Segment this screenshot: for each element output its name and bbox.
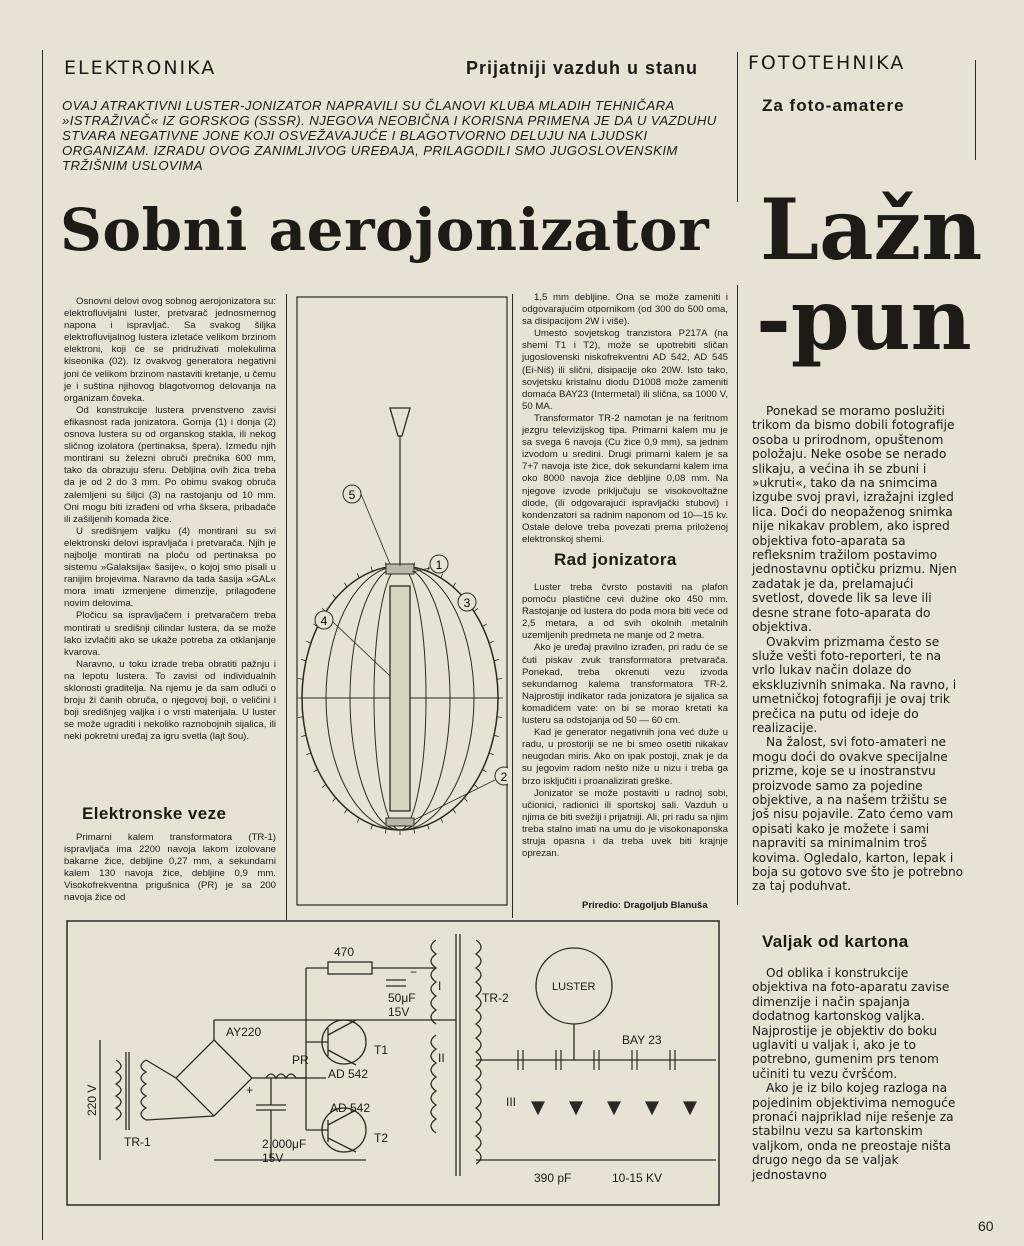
label-4 bbox=[315, 611, 333, 629]
diode-icon bbox=[684, 1102, 696, 1114]
label-luster: LUSTER bbox=[552, 981, 596, 993]
paragraph: Naravno, u toku izrade treba obratiti pažnju i na lepotu lustera. To zavisi od individualnih sklonosti graditelja. Na njemu je da sam odluči o broju ži čanih obruča, o njegovoj boji, o veličini i boji središnjeg valjka i o vrsti materijala. U luster se može ugraditi i nekoliko raznobojnih sijalica, ili neki pokretni uređaj za igru svetla (lajt šou). bbox=[64, 658, 276, 743]
spike bbox=[489, 641, 494, 643]
col2-divider bbox=[512, 294, 513, 918]
paragraph: Jonizator se može postaviti u radnoj sobi, učionici, radionici ili sportskoj sali. Vazduh u njima će biti svežiji i prijatniji. Ali, pri radu sa njim treba stalno imati na umu do je visokonaponska struja opasna i da treba uvek biti krajnje oprezan. bbox=[522, 787, 728, 860]
article-intro: OVAJ ATRAKTIVNI LUSTER-JONIZATOR NAPRAVILI SU ČLANOVI KLUBA MLADIH TEHNIČARA »ISTRAŽIVAČ« IZ GORSKOG (SSSR). NJEGOVA NEOBIČNA I KORISNA PRIMENA JE DA U VAZDUHU STVARA NEGATIVNE JONE KOJI OSVEŽAVAJUĆE I BLAGOTVORNO DELUJU NA LJUDSKI ORGANIZAM. IZRADU OVOG ZANIMLJIVOG UREĐAJA, PRILAGODILI SMO JUGOSLOVENSKIM TRŽIŠNIM USLOVIMA bbox=[62, 98, 717, 173]
spike bbox=[441, 818, 443, 823]
paragraph: Umesto sovjetskog tranzistora P217A (na shemi T1 i T2), može se upotrebiti sličan jugoslovenski niskofrekventni AD 542, AD 545 (Ei-Niš) ili slični, disipacije oko 20W. Isto tako, sovjetsku kristalnu diodu D1008 može zameniti domaća BAY23 (Intermetal) ili slična, sa 1000 V, 50 MA. bbox=[522, 328, 728, 412]
label-pr: PR bbox=[292, 1053, 309, 1067]
spike bbox=[494, 735, 499, 736]
paragraph: Pločicu sa ispravljačem i pretvaračem treba montirati u središnji cilindar lustera, da se može lako izvlačiti ako se ukaže potreba za otklanjanje kvarova. bbox=[64, 610, 276, 658]
col3-text bbox=[522, 292, 728, 546]
circuit-schematic bbox=[66, 920, 720, 1206]
label-winding-3: III bbox=[506, 1095, 517, 1109]
label-t1: T1 bbox=[374, 1043, 389, 1057]
paragraph: Ako je uređaj pravilno izrađen, pri radu će se čuti piskav zvuk transformatora pretvarača. Ponekad, treba okrenuti vezu izvoda sekundarnog kalema transformatora TR-2. Najprostiji indikator rada jonizatora je sijalica sa komadićem vate: on bi se morao kretati ka lusteru sa odstojanja od 50 — 60 cm. bbox=[522, 642, 728, 727]
spike bbox=[344, 809, 347, 813]
central-cylinder bbox=[390, 586, 410, 811]
spike bbox=[494, 659, 499, 660]
spike bbox=[371, 567, 372, 572]
spike bbox=[322, 784, 326, 787]
label-ay220: AY220 bbox=[226, 1025, 262, 1039]
right-border bbox=[975, 60, 976, 160]
paragraph: Luster treba čvrsto postaviti na plafon pomoću plastične cevi dužine oko 450 mm. Rastojanje od lustera do poda mora biti veće od 2,5 metara, a od svih okolnih metalnih uzemljenih predmeta ne manje od 2 metra. bbox=[522, 582, 728, 642]
spike bbox=[385, 829, 386, 834]
spike bbox=[414, 562, 415, 567]
author-signature: Priredio: Dragoljub Blanuša bbox=[582, 900, 708, 911]
article-title: Sobni aerojonizator bbox=[60, 196, 710, 264]
spike bbox=[441, 573, 443, 578]
spike bbox=[301, 659, 306, 660]
spike bbox=[298, 679, 303, 680]
label-15v: 15V bbox=[388, 1005, 410, 1019]
right-article-title-2: -pun bbox=[756, 270, 972, 369]
label-plus: + bbox=[246, 1083, 254, 1097]
spike bbox=[344, 583, 347, 587]
spike bbox=[371, 825, 372, 830]
label-tr2: TR-2 bbox=[482, 991, 509, 1005]
spike bbox=[428, 825, 429, 830]
section-title-mid: Prijatniji vazduh u stanu bbox=[466, 58, 699, 78]
spike bbox=[497, 679, 502, 680]
spike bbox=[357, 573, 359, 578]
subheading-elektronske-veze: Elektronske veze bbox=[82, 804, 227, 823]
label-390pf: 390 pF bbox=[534, 1171, 572, 1185]
spike bbox=[306, 753, 311, 755]
label-kv: 10-15 KV bbox=[612, 1171, 663, 1185]
diode-icon bbox=[646, 1102, 658, 1114]
paragraph: Ponekad se moramo poslužiti trikom da bismo dobili fotografije osoba u prirodnom, opuštenom položaju. Neke osobe se nerado slikaju, a većina ih se zbuni i »ukruti«, tako da na snimcima izgube svoj pravi, izražajni izgled lica. Doći do neopaženog snimka nije nikakav problem, ako ispred objektiva foto-aparata sa refleksnim tražilom postavimo jednostavnu optičku prizmu. Njen zadatak je da, prelamajući svetlost, dovede lik sa leve ili desne strane foto-aparata do objektiva. bbox=[752, 404, 957, 635]
right-article-title-1: Lažn bbox=[760, 180, 983, 279]
spike bbox=[385, 562, 386, 567]
label-5 bbox=[343, 485, 361, 503]
spike bbox=[301, 735, 306, 736]
col3b-text bbox=[522, 582, 728, 860]
spike bbox=[306, 641, 311, 643]
label-470: 470 bbox=[334, 945, 355, 959]
spike bbox=[357, 818, 359, 823]
paragraph: Primarni kalem transformatora (TR-1) ispravljača ima 2200 navoja lakom izolovane bakarne žice, debljine 0,27 mm, a sekundarni kalem 130 navoja žice, debljine 0,9 mm. Visokofrekventna prigušnica (PR) je sa 200 navoja žice od bbox=[64, 832, 276, 904]
label-2 bbox=[495, 767, 508, 785]
left-border bbox=[42, 50, 43, 1240]
spike bbox=[313, 769, 317, 772]
label-bay23: BAY 23 bbox=[622, 1033, 662, 1047]
svg-text:5: 5 bbox=[348, 488, 356, 502]
spike bbox=[489, 753, 494, 755]
label-2000uf: 2.000μF bbox=[262, 1137, 307, 1151]
label-t2: T2 bbox=[374, 1131, 389, 1145]
spike bbox=[453, 809, 456, 813]
spike bbox=[298, 717, 303, 718]
paragraph: Od konstrukcije lustera prvenstveno zavisi efikasnost rada jonizatora. Gornja (1) i donja (2) osnova lustera su od organskog stakla, ili nekog sličnog izolatora (pertinaksa, špera). Između njih montirani su železni obruči prečnika 600 mm, tako da obrazuju sferu. Debljina ovih žica treba da je od 2 do 3 mm. Po obimu svakog obruča zalemljeni su šiljci (3) na rastojanju od 10 mm. Oni mogu biti izrađeni od vrha šksera, pribadače ili zašiljenih komada žice. bbox=[64, 404, 276, 525]
label-3 bbox=[458, 593, 476, 611]
chandelier-figure bbox=[296, 296, 508, 908]
paragraph: Transformator TR-2 namotan je na feritnom jezgru televizijskog tipa. Primarni kalem mu je sa svega 6 navoja (Cu žice 0,9 mm), sa jednim izvodom u sredini. Drugi primarni kalem je sa 7+7 navoja iste žice, dok sekundarni kalem ima oko 8000 navoja žice debljine 0,08 mm. Na njegove izvode priključuju se visokovoltažne diode, (ili odgovarajući ispravljački stubovi) i kondenzatori sa radnim naponom od 10—15 kv. Ostale delove treba povezati prema priloženoj elektronskoj shemi. bbox=[522, 412, 728, 545]
paragraph: Osnovni delovi ovog sobnog aerojonizatora su: elektrofluvijalni luster, pretvarač jednosmernog napona i ispravljač. Sa svakog šiljka elektrofluvijalnog lustera izletaće velikom brzinom elektroni, koji će se pridruživati molekulima kiseonika (02). Iz ovakvog generatora negativni joni će velikom brzinom nastaviti kretanje, u čemu je i suština njihovog blagotvornog delovanja na organizam čoveka. bbox=[64, 296, 276, 404]
paragraph: Ako je iz bilo kojeg razloga na pojedinim objektivima nemoguće pronaći najpriklad nije rešenje za stabilnu vezu sa kartonskim valjkom, onda ne preostaje ništa drugo nego da se valjak jednostavno bbox=[752, 1081, 956, 1182]
label-minus: − bbox=[410, 965, 418, 979]
spike bbox=[464, 798, 467, 802]
spike bbox=[474, 608, 478, 611]
label-1 bbox=[430, 555, 448, 573]
section-title-left: ELEKTRONIKA bbox=[64, 57, 217, 79]
label-50uf: 50μF bbox=[388, 991, 416, 1005]
spike bbox=[333, 798, 336, 802]
label-ad542-b: AD 542 bbox=[330, 1101, 371, 1115]
page-number: 60 bbox=[978, 1218, 994, 1234]
spike bbox=[333, 594, 336, 598]
paragraph: U središnjem valjku (4) montirani su svi elektronski delovi ispravljača i pretvarača. Njih je najbolje montirati na ploču od pertinaksa po sistemu »Galaksija« šasije«, o kojoj smo pisali u ranijim brojevima. Naravno da tada šasija »GAL« mora imati izmenjene dimenzije, prilagođene novim delovima. bbox=[64, 525, 276, 610]
paragraph: Ovakvim prizmama često se služe vešti foto-reporteri, te na vrlo lukav način dolaze do ekskluzivnih snimaka. Na ravno, i umetničkoj fotografiji je ovaj trik prečica na putu od ideje do realizacije. bbox=[752, 634, 957, 735]
spike bbox=[428, 567, 429, 572]
photo-column-text-b bbox=[752, 966, 964, 1182]
section-title-right: FOTOTEHNIKA bbox=[748, 52, 906, 74]
spike bbox=[482, 769, 486, 772]
paragraph: Kad je generator negativnih jona već duže u radu, u prostoriji se ne bi smeo osetiti nikakav neugodan miris. Ako on ipak postoji, znak je da su jegovim radom nešto niže u nizu i treba ga brzo isključiti i proanalizirati greške. bbox=[522, 727, 728, 787]
label-tr1: TR-1 bbox=[124, 1135, 151, 1149]
spike bbox=[474, 784, 478, 787]
column-divider-top bbox=[737, 52, 738, 202]
col1-divider bbox=[286, 294, 287, 920]
section-subtitle-right: Za foto-amatere bbox=[762, 96, 905, 115]
diode-icon bbox=[608, 1102, 620, 1114]
photo-column-text bbox=[752, 404, 964, 894]
svg-text:1: 1 bbox=[435, 558, 443, 572]
svg-text:3: 3 bbox=[463, 596, 471, 610]
spike bbox=[453, 583, 456, 587]
label-2000-15v: 15V bbox=[262, 1151, 284, 1165]
label-220v: 220 V bbox=[85, 1084, 99, 1116]
svg-text:2: 2 bbox=[500, 770, 508, 784]
label-ad542-a: AD 542 bbox=[328, 1067, 369, 1081]
paragraph: Od oblika i konstrukcije objektiva na foto-aparatu zavise dimenzije i način spajanja dodatnog kartonskog valjka. Najprostije je objektiv do boku uglaviti u valjak i, ako je to potrebno, gumenim prs tenom učiniti tu vezu čvršćom. bbox=[752, 966, 950, 1081]
subheading-rad-jonizatora: Rad jonizatora bbox=[554, 550, 677, 569]
label-winding-2: II bbox=[438, 1051, 445, 1065]
column-divider bbox=[737, 285, 738, 905]
paragraph: 1,5 mm debljine. Ona se može zameniti i odgovarajućim otpornikom (od 300 do 500 oma, sa disipacijom 2W i više). bbox=[522, 292, 728, 328]
label-winding-1: I bbox=[438, 979, 442, 993]
mount-cone bbox=[390, 408, 410, 436]
paragraph: Na žalost, svi foto-amateri ne mogu doći do ovakve specijalne prizme, koje se u inostranstvu proizvode samo za pojedine objektive, a na našem tržištu se još nisu pojavile. Zato ćemo vam opisati kako je možete i sami napraviti sa minimalnim troš kovima. Ogledalo, karton, lepak i boja su gotovo sve što je potrebno za taj poduhvat. bbox=[752, 735, 964, 894]
diode-icon bbox=[570, 1102, 582, 1114]
spike bbox=[497, 717, 502, 718]
col1-text bbox=[64, 296, 276, 743]
subheading-valjak: Valjak od kartona bbox=[762, 932, 909, 951]
spike bbox=[414, 829, 415, 834]
spike bbox=[482, 624, 486, 627]
diode-icon bbox=[532, 1102, 544, 1114]
col1b-text bbox=[64, 832, 276, 905]
svg-text:4: 4 bbox=[320, 614, 328, 628]
